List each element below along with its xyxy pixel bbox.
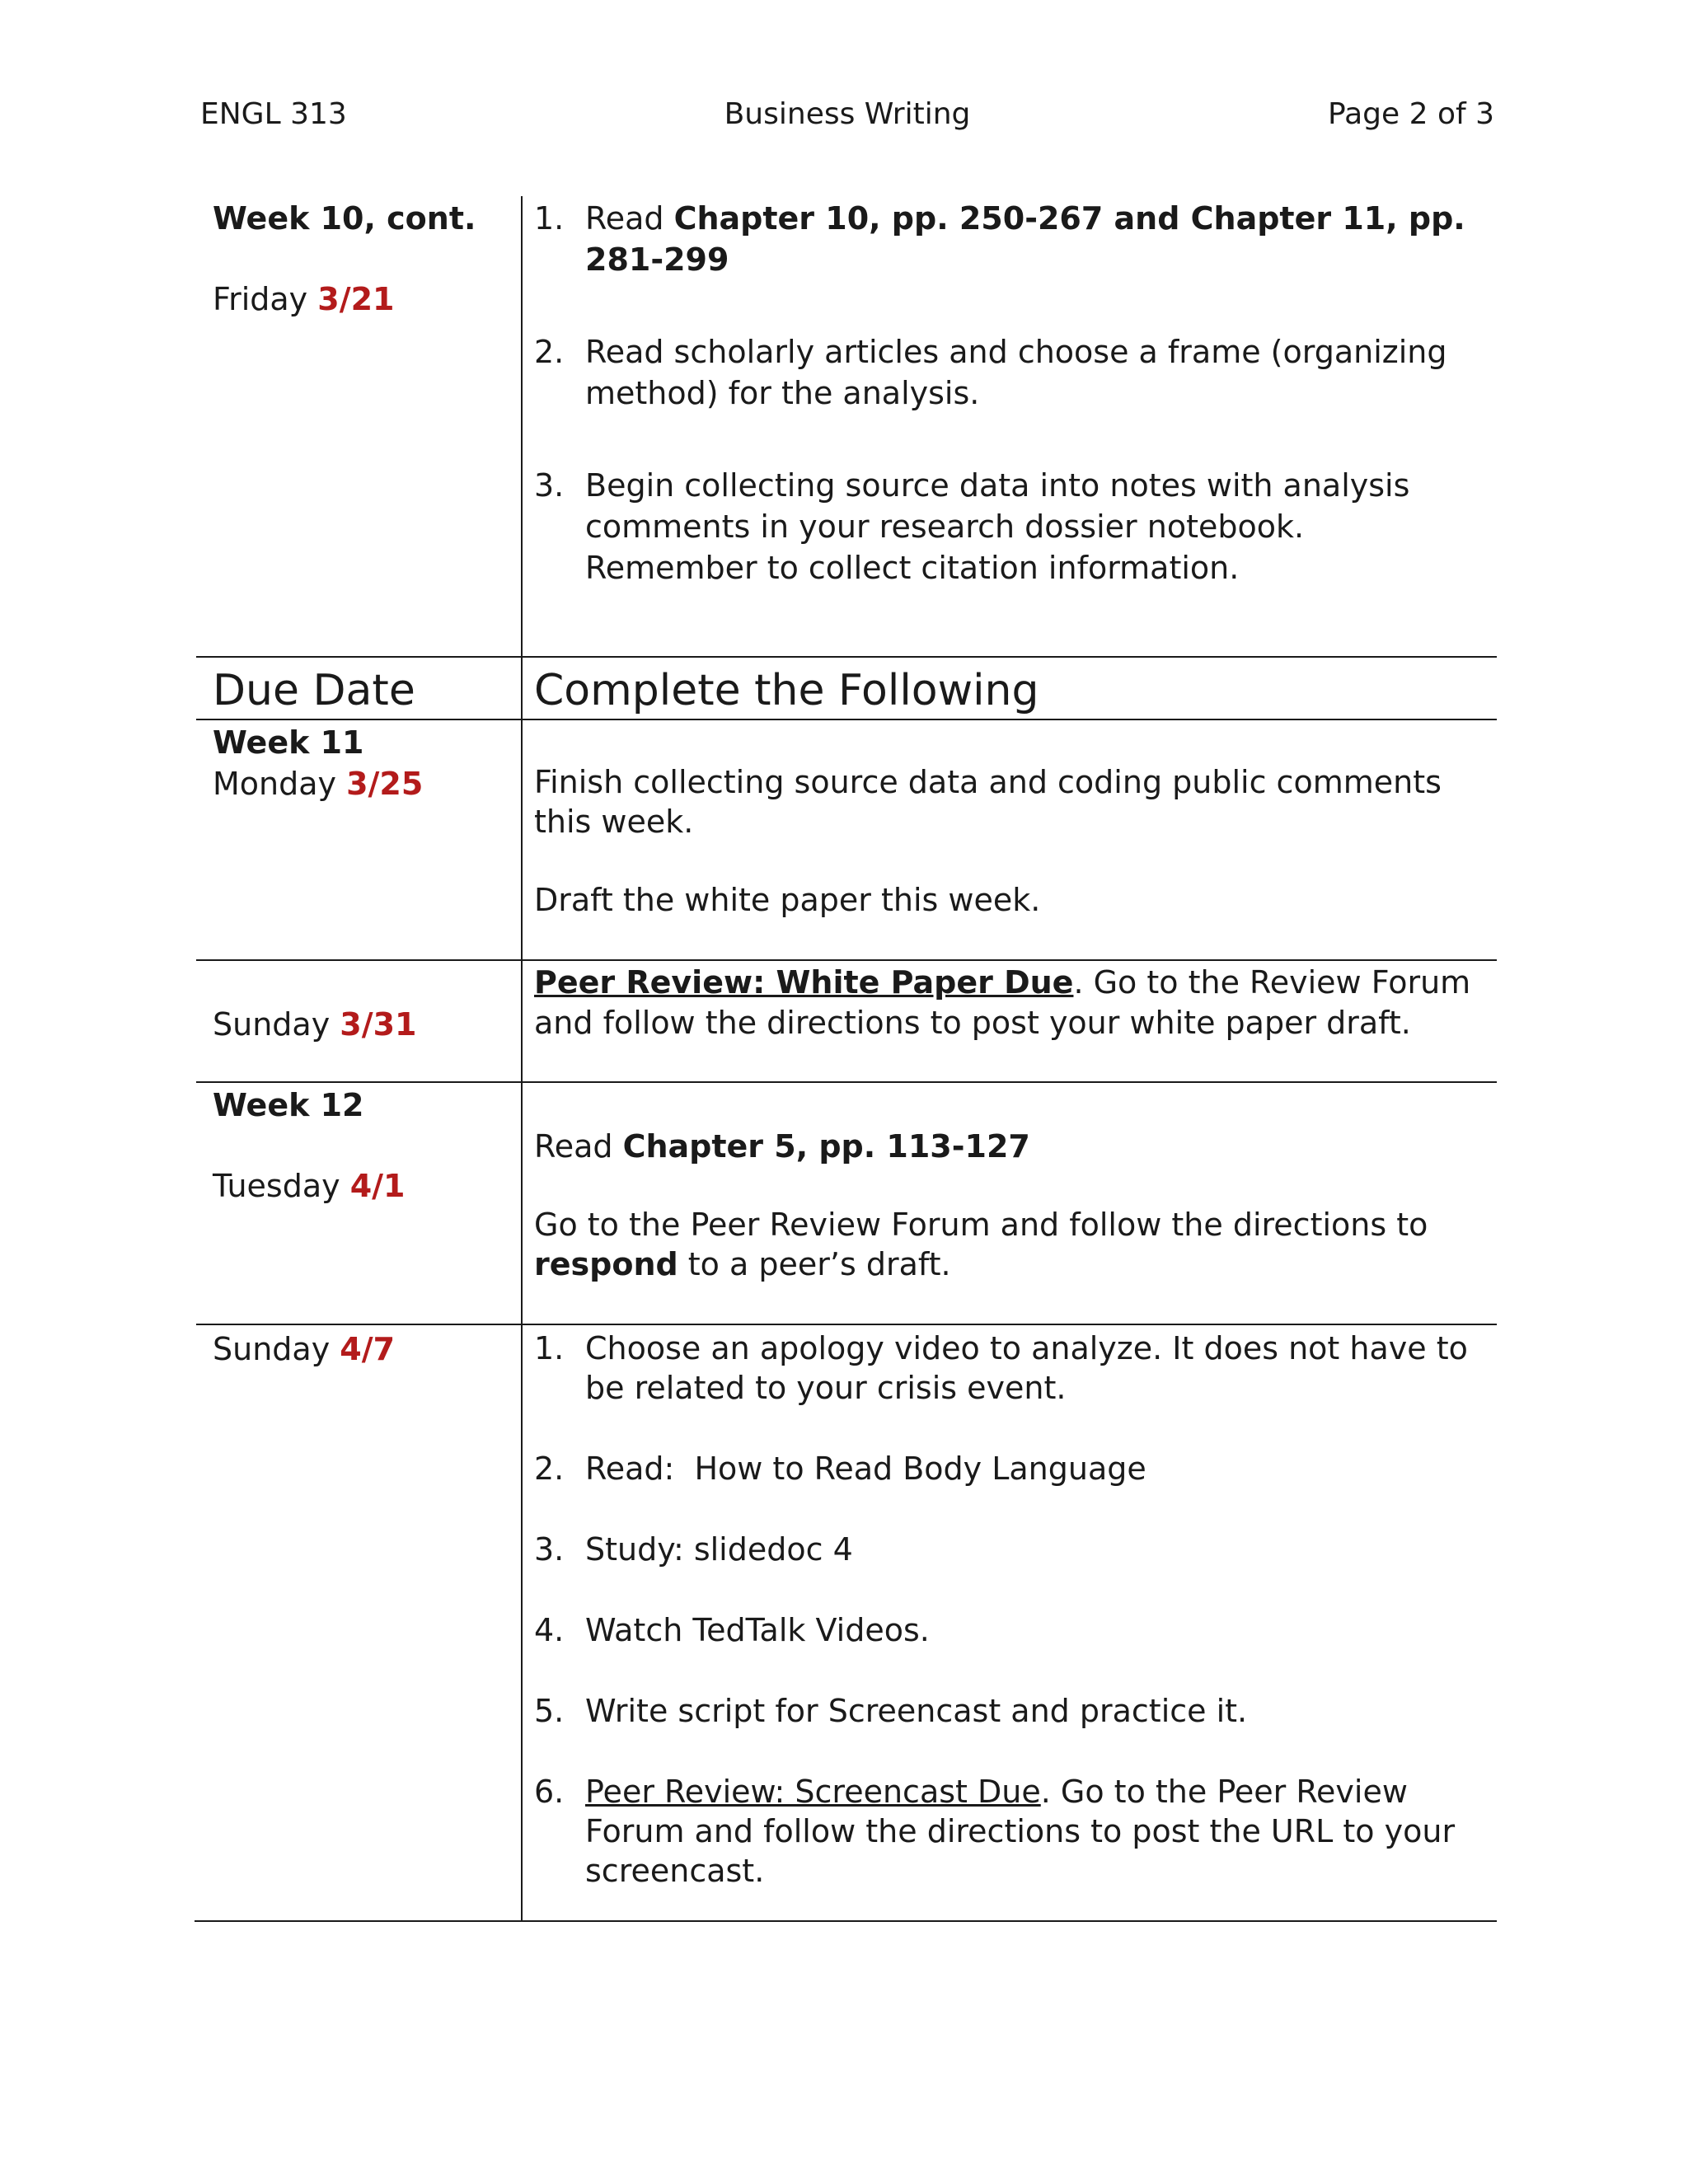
paragraph: Finish collecting source data and coding public comments this week. xyxy=(534,764,1442,840)
course-code: ENGL 313 xyxy=(200,97,347,131)
sunday47-date: 4/7 xyxy=(340,1331,396,1367)
table-divider xyxy=(196,1081,1497,1083)
peer-review-screencast-link[interactable]: Peer Review: Screencast Due xyxy=(585,1774,1041,1810)
week10-day: Friday 3/21 xyxy=(213,281,395,317)
paragraph: Draft the white paper this week. xyxy=(534,882,1041,918)
peer-review-white-paper-link[interactable]: Peer Review: White Paper Due xyxy=(534,964,1074,1001)
week10-tasks xyxy=(534,198,1482,588)
table-divider xyxy=(196,656,1497,658)
table-divider xyxy=(196,719,1497,720)
list-item: 6. Peer Review: Screencast Due. Go to the Peer Review Forum and follow the directions to post the URL to your screencast. xyxy=(534,1774,1456,1889)
paragraph: Go to the Peer Review Forum and follow the directions to respond to a peer’s draft. xyxy=(534,1207,1428,1282)
list-item: 2. Read: How to Read Body Language xyxy=(534,1451,1146,1487)
list-item: 1. Choose an apology video to analyze. It does not have to be related to your crisis event. xyxy=(534,1330,1468,1406)
sunday331-tasks: Peer Review: White Paper Due. Go to the Review Forum and follow the directions to post your white paper draft. xyxy=(534,964,1471,1041)
list-item: 4. Watch TedTalk Videos. xyxy=(534,1612,930,1648)
week10-date: 3/21 xyxy=(317,281,395,317)
week11-date-cell xyxy=(213,722,509,804)
list-item: 3. Begin collecting source data into notes with analysis comments in your research dossier notebook. Remember to collect citation information. xyxy=(534,467,1410,586)
table-bottom-border xyxy=(195,1920,1497,1922)
week12-day: Tuesday 4/1 xyxy=(213,1168,406,1204)
week12-date-cell xyxy=(213,1085,509,1207)
list-item: 1. Read Chapter 10, pp. 250-267 and Chapter 11, pp. 281-299 xyxy=(534,200,1465,278)
week11-day: Monday 3/25 xyxy=(213,766,424,802)
list-item: 5. Write script for Screencast and practice it. xyxy=(534,1693,1248,1729)
document-title: Business Writing xyxy=(724,97,971,131)
column-divider xyxy=(521,656,523,1922)
sunday331-date: 3/31 xyxy=(340,1006,417,1043)
sunday47-tasks xyxy=(534,1329,1482,1891)
sunday331-date-cell: Sunday 3/31 xyxy=(213,1006,417,1043)
week11-date: 3/25 xyxy=(346,766,424,802)
sunday47-date-cell: Sunday 4/7 xyxy=(213,1331,396,1367)
column-divider xyxy=(521,196,523,656)
page-number: Page 2 of 3 xyxy=(1328,97,1494,131)
paragraph: Read Chapter 5, pp. 113-127 xyxy=(534,1128,1030,1165)
week10-label: Week 10, cont. xyxy=(213,200,476,237)
table-divider xyxy=(196,1324,1497,1325)
week10-date-cell xyxy=(213,198,509,320)
week11-tasks xyxy=(534,762,1482,921)
week12-label: Week 12 xyxy=(213,1087,364,1123)
table-divider xyxy=(196,959,1497,961)
week12-tasks xyxy=(534,1126,1482,1284)
list-item: 2. Read scholarly articles and choose a frame (organizing method) for the analysis. xyxy=(534,334,1447,411)
week11-label: Week 11 xyxy=(213,724,364,761)
due-date-heading: Due Date xyxy=(213,666,415,715)
week12-date: 4/1 xyxy=(349,1168,406,1204)
complete-heading: Complete the Following xyxy=(534,666,1039,715)
page-header xyxy=(200,97,1494,143)
list-item: 3. Study: slidedoc 4 xyxy=(534,1531,853,1568)
